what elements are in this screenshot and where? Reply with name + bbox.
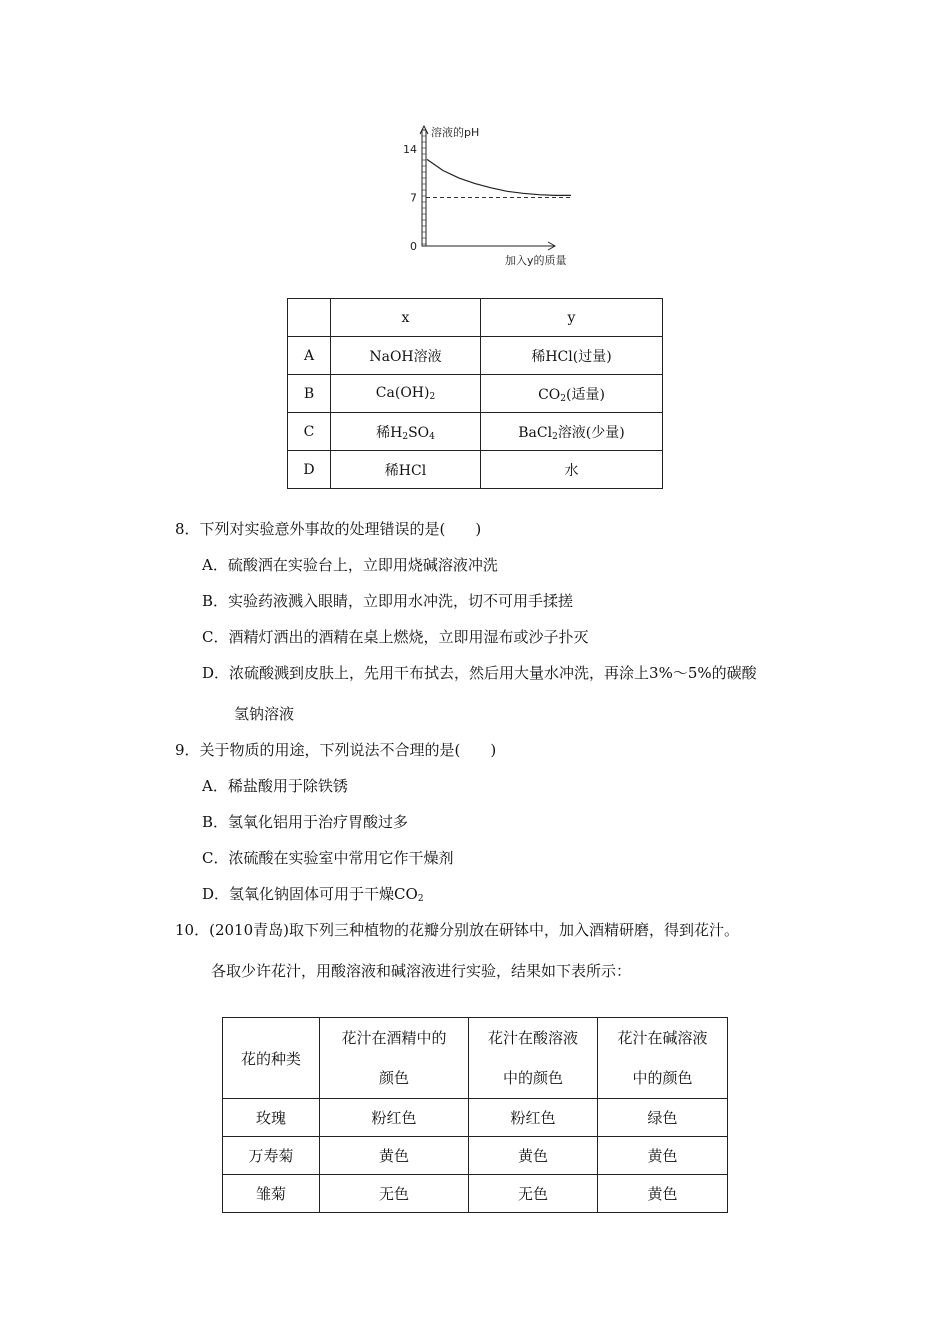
header-x: x — [331, 299, 481, 337]
q10-stem-cont: 各取少许花汁，用酸溶液和碱溶液进行实验，结果如下表所示： — [211, 962, 632, 980]
table-row: 花的种类 花汁在酒精中的 颜色 花汁在酸溶液 中的颜色 花汁在碱溶液 中的颜色 — [223, 1018, 728, 1099]
q9-option-a: A．稀盐酸用于除铁锈 — [202, 777, 348, 795]
q8-option-b: B．实验药液溅入眼睛，立即用水冲洗，切不可用手揉搓 — [202, 592, 574, 610]
y-tick-label: 7 — [410, 191, 417, 205]
q8-stem: 8．下列对实验意外事故的处理错误的是( ) — [175, 520, 482, 538]
q8-option-d-cont: 氢钠溶液 — [234, 705, 295, 723]
table-row: D 稀HCl 水 — [288, 451, 663, 489]
ph-curve — [427, 159, 571, 195]
table-row: A NaOH溶液 稀HCl(过量) — [288, 337, 663, 375]
q8-option-d: D．浓硫酸溅到皮肤上，先用干布拭去，然后用大量水冲洗，再涂上3%～5%的碳酸 — [202, 664, 757, 682]
y-axis-label: 溶液的pH — [431, 126, 480, 139]
table-row — [288, 299, 663, 337]
q9-option-b: B．氢氧化铝用于治疗胃酸过多 — [202, 813, 409, 831]
flower-color-table — [222, 1017, 728, 1213]
table-row: 玫瑰 粉红色 粉红色 绿色 — [223, 1099, 728, 1137]
header-y: y — [481, 299, 663, 337]
table-row: B $Ca(OH)_2$ $CO_2$(适量) — [288, 375, 663, 413]
table-row: 雏菊 无色 无色 黄色 — [223, 1175, 728, 1213]
x-axis-label: 加入y的质量 — [505, 254, 567, 267]
table-row: 万寿菊 黄色 黄色 黄色 — [223, 1137, 728, 1175]
ph-chart — [395, 118, 595, 270]
y-axis — [422, 130, 426, 246]
q9-stem: 9．关于物质的用途，下列说法不合理的是( ) — [175, 741, 497, 759]
table-row: C 稀$H_2SO_4$ BaCl$_2$溶液(少量) — [288, 413, 663, 451]
q9-option-c: C．浓硫酸在实验室中常用它作干燥剂 — [202, 849, 454, 867]
y-tick-label: 14 — [403, 143, 417, 156]
y-tick-label: 0 — [410, 240, 417, 253]
options-table — [287, 298, 663, 489]
q9-option-d: D．氢氧化钠固体可用于干燥$CO_2$ — [202, 885, 424, 904]
q8-option-c: C．酒精灯洒出的酒精在桌上燃烧，立即用湿布或沙子扑灭 — [202, 628, 589, 646]
q10-stem: 10．(2010青岛)取下列三种植物的花瓣分别放在研钵中，加入酒精研磨，得到花汁。 — [175, 921, 739, 939]
q8-option-a: A．硫酸洒在实验台上，立即用烧碱溶液冲洗 — [202, 556, 498, 574]
